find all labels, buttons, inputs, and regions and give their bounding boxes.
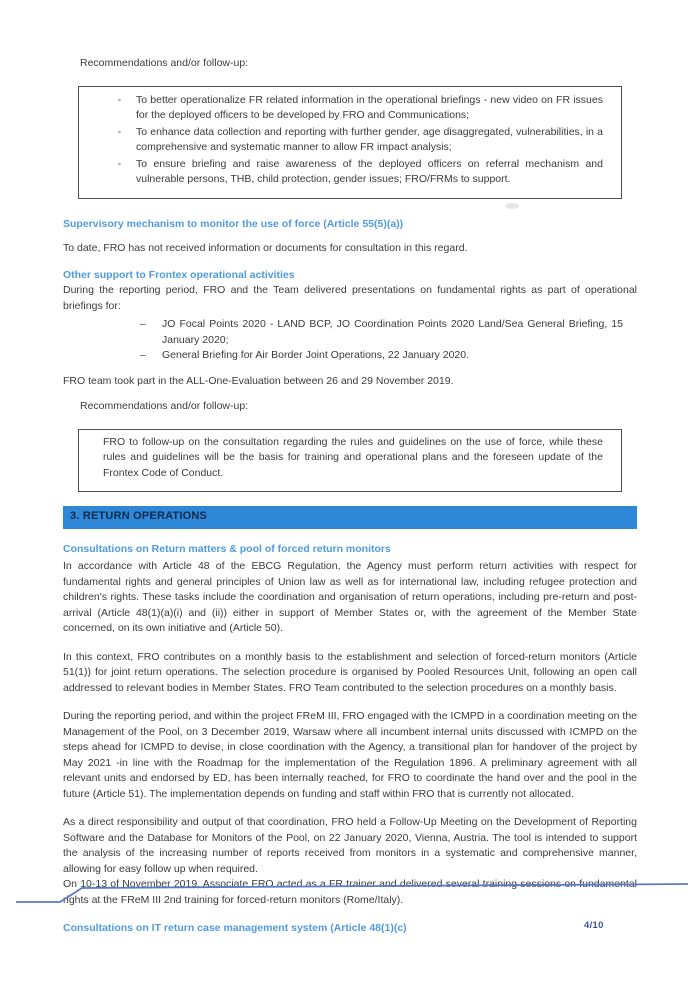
recommendation-text: To better operationalize FR related information in the operational briefings - new video on FR issues for the deployed officers to be developed by FRO and Communications; [136,93,603,121]
scan-artifact [505,203,519,209]
recommendations-box-2 [78,429,622,493]
recommendations-label-2: Recommendations and/or follow-up: [80,400,249,412]
recommendations-box-1 [78,86,622,199]
heading-supervisory-mechanism: Supervisory mechanism to monitor the use of force (Article 55(5)(a)) [63,217,404,230]
bullet-marker: - [117,93,122,106]
heading-consultations-return: Consultations on Return matters & pool of forced return monitors [63,542,391,555]
section-banner-return-operations: 3. RETURN OPERATIONS [63,506,637,529]
briefings-list [140,317,623,364]
bullet-marker: - [117,157,122,170]
paragraph-direct-responsibility: As a direct responsibility and output of that coordination, FRO held a Follow-Up Meeting on the Development of Reporting Software and the Database for Monitors of the Pool, on 22 January 2020, Vienna, Austria. The tool is intended to support the analysis of the increasing number of reports received from monitors in a systematic and comprehensive manner, allowing for easy follow up when required. [63,816,637,875]
recommendation-text: To ensure briefing and raise awareness of the deployed officers on referral mechanism and vulnerable persons, THB, child protection, gender issues; FRO/FRMs to support. [136,157,603,185]
paragraph-november-training: On 10-13 of November 2019, Associate FRO acted as a FR trainer and delivered several training sessions on fundamental rights at the FReM III 2nd training for forced-return monitors (Rome/Italy). [63,878,637,906]
page-number: 4/10 [584,920,604,931]
paragraph-during-reporting: During the reporting period, FRO and the Team delivered presentations on fundamental rights as part of operational briefings for: [63,284,637,312]
recommendation-text: To enhance data collection and reporting with further gender, age disaggregated, vulnerabilities, in a comprehensive and systematic manner to allow FR impact analysis; [136,125,603,153]
paragraph-to-date: To date, FRO has not received information or documents for consultation in this regard. [63,242,468,254]
paragraph-frem: During the reporting period, and within the project FReM III, FRO engaged with the ICMPD in a coordination meeting on the Management of the Pool, on 3 December 2019, Warsaw where all incumbent internal units discussed with ICMPD on the steps ahead for ICMPD to devise, in close coordination with the Agency, a transitional plan for handover of the project by May 2021 -in line with the Roadmap for the implementation of the Regulation 1896. A preliminary agreement with all relevant units and endorsed by ED, has been internally reached, for FRO to coordinate the hand over and the pool in the future (Article 51). The implementation depends on funding and staff within FRO that is currently not allocated. [63,710,637,800]
paragraph-fro-team: FRO team took part in the ALL-One-Evaluation between 26 and 29 November 2019. [63,374,454,387]
recommendation-text: FRO to follow-up on the consultation regarding the rules and guidelines on the use of force, while these rules and guidelines will be the basis for training and operational plans and the foreseen update of the Frontex Code of Conduct. [103,435,603,479]
briefing-text: JO Focal Points 2020 - LAND BCP, JO Coordination Points 2020 Land/Sea General Briefing, 15 January 2020; [162,318,623,346]
list-item [103,93,603,124]
heading-other-support: Other support to Frontex operational activities [63,268,295,281]
list-item [103,157,603,188]
list-item [140,317,623,348]
briefing-text: General Briefing for Air Border Joint Operations, 22 January 2020. [162,349,470,361]
dash-marker: – [140,349,146,361]
page-content [63,56,637,937]
list-item [103,125,603,156]
paragraph-context: In this context, FRO contributes on a monthly basis to the establishment and selection of forced-return monitors (Article 51(1)) for joint return operations. The selection procedure is organised by Pooled Resources Unit, following an open call addressed to relevant bodies in Member States. FRO Team contributed to the selection procedures on a monthly basis. [63,650,637,694]
dash-marker: – [140,318,146,330]
list-item [140,348,623,364]
paragraph-accordance: In accordance with Article 48 of the EBCG Regulation, the Agency must perform return activities with respect for fundamental rights and general principles of Union law as well as for international law, including refugee protection and children's rights. These tasks include the coordination and organisation of return operations, including pre-return and post-arrival (Article 48(1)(a)(i) and (ii)) either in support of Member States or, with the agreement of the Member State concerned, on its own initiative and (Article 50). [63,560,637,634]
recommendations-label-1: Recommendations and/or follow-up: [80,57,249,69]
footer-decorative-line [0,875,700,915]
heading-consultations-it: Consultations on IT return case management system (Article 48(1)(c) [63,922,407,934]
bullet-marker: - [117,125,122,138]
